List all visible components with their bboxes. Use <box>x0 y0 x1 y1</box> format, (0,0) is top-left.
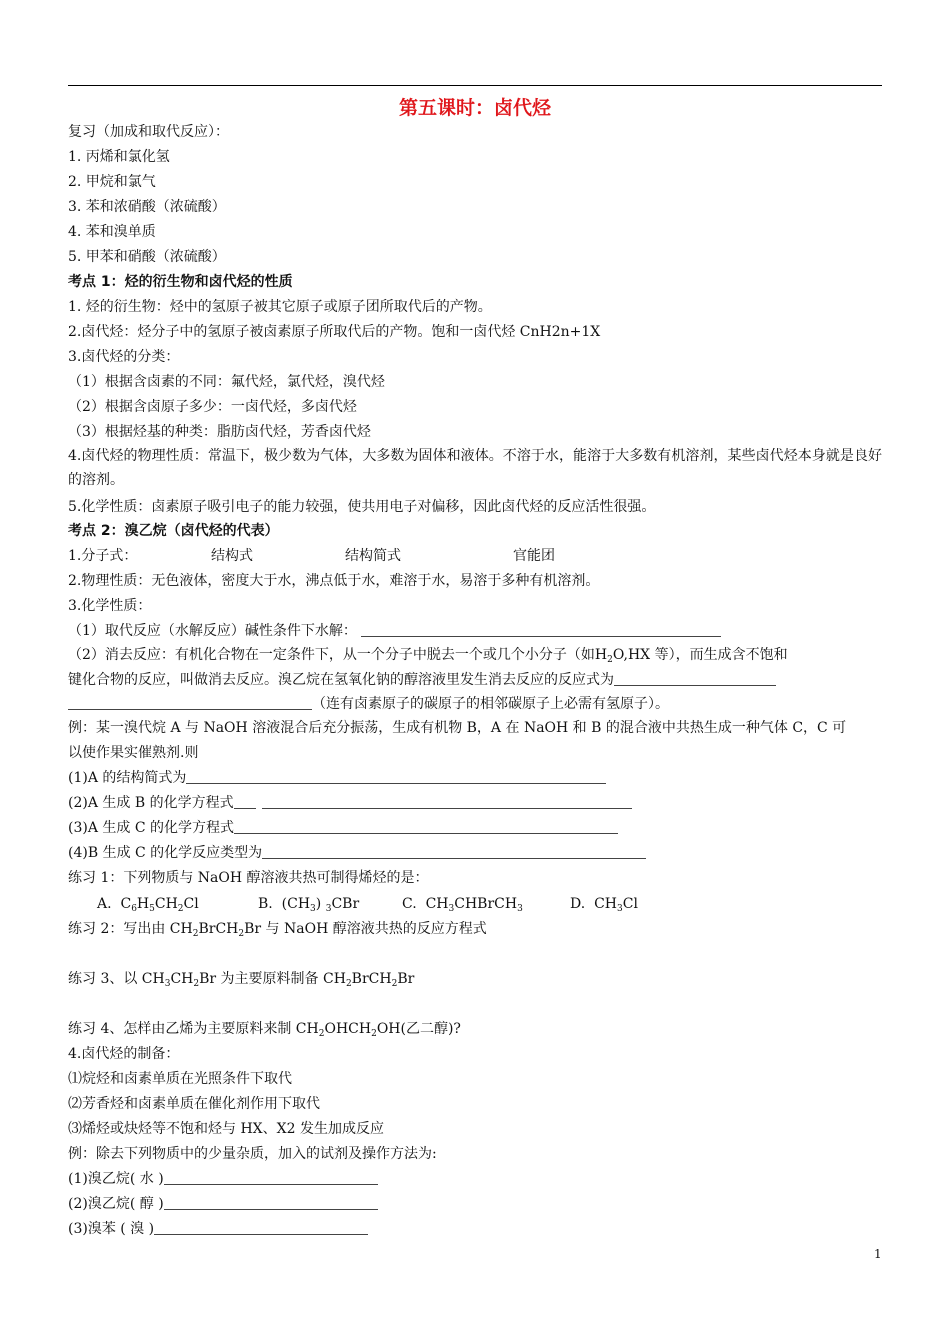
bromoethane-physical: 2.物理性质：无色液体，密度大于水，沸点低于水，难溶于水，易溶于多种有机溶剂。 <box>68 573 600 589</box>
review-item: 1. 丙烯和氯化氢 <box>68 149 170 165</box>
practice3: 练习 3、以 $CH_3CH_2Br$ 为主要原料制备 $CH_2BrCH_2Br$ <box>68 971 415 989</box>
review-item: 2. 甲烷和氯气 <box>68 174 156 190</box>
section1-line: （2）根据含卤原子多少：一卤代烃，多卤代烃 <box>68 399 357 415</box>
answer-blank[interactable] <box>234 819 618 834</box>
structural-formula-label: 结构式 <box>211 548 253 564</box>
practice2: 练习 2：写出由 $CH_2BrCH_2Br$ 与 NaOH 醇溶液共热的反应方程式 <box>68 921 487 939</box>
review-item: 5. 甲苯和硝酸（浓硫酸） <box>68 249 226 265</box>
option-b[interactable]: B. $(CH_3)$ $_3$CBr <box>258 896 360 914</box>
example2-item: (1)溴乙烷( 水 ) <box>68 1169 378 1189</box>
option-c[interactable]: C. $CH_3CHBrCH_3$ <box>402 896 523 914</box>
preparation-item: ⑴烷烃和卤素单质在光照条件下取代 <box>68 1071 292 1087</box>
answer-blank[interactable] <box>186 769 606 784</box>
example1-q1: (1)A 的结构简式为 <box>68 768 606 788</box>
review-item: 4. 苯和溴单质 <box>68 224 156 240</box>
answer-blank[interactable] <box>361 622 721 637</box>
physical-properties: 4.卤代烃的物理性质：常温下，极少数为气体，大多数为固体和液体。不溶于水，能溶于大多数有机溶剂，某些卤代烃本身就是良好的溶剂。 <box>68 448 882 488</box>
example2-item: (2)溴乙烷( 醇 ) <box>68 1194 378 1214</box>
answer-blank[interactable] <box>262 794 632 809</box>
substitution-reaction: （1）取代反应（水解反应）碱性条件下水解： <box>68 621 721 641</box>
review-item: 3. 苯和浓硝酸（浓硫酸） <box>68 199 226 215</box>
header-rule <box>68 85 882 86</box>
example2-item: (3)溴苯 ( 溴 ) <box>68 1219 368 1239</box>
option-a[interactable]: A. $C_6H_5CH_2Cl$ <box>97 896 199 914</box>
answer-blank[interactable] <box>262 844 646 859</box>
preparation-item: ⑵芳香烃和卤素单质在催化剂作用下取代 <box>68 1096 320 1112</box>
answer-blank[interactable] <box>164 1195 378 1210</box>
section1-line: 1. 烃的衍生物：烃中的氢原子被其它原子或原子团所取代后的产物。 <box>68 299 492 315</box>
answer-blank[interactable] <box>614 671 776 686</box>
functional-group-label: 官能团 <box>513 548 555 564</box>
simplified-formula-label: 结构简式 <box>345 548 401 564</box>
section1-heading: 考点 1：烃的衍生物和卤代烃的性质 <box>68 274 293 290</box>
example1-q2: (2)A 生成 B 的化学方程式 <box>68 793 632 813</box>
practice4: 练习 4、怎样由乙烯为主要原料来制 $CH_2OHCH_2OH$(乙二醇)? <box>68 1021 461 1039</box>
elimination-note: （连有卤素原子的碳原子的相邻碳原子上必需有氢原子）。 <box>68 694 669 714</box>
answer-blank[interactable] <box>234 794 256 809</box>
page-number: 1 <box>874 1247 882 1261</box>
elimination-reaction-line2: 键化合物的反应，叫做消去反应。溴乙烷在氢氧化钠的醇溶液里发生消去反应的反应式为 <box>68 670 776 690</box>
answer-blank[interactable] <box>154 1220 368 1235</box>
section1-line: 2.卤代烃：烃分子中的氢原子被卤素原子所取代后的产物。饱和一卤代烃 CnH2n+1X <box>68 324 601 340</box>
option-d[interactable]: D. $CH_3Cl$ <box>570 896 638 914</box>
preparation-heading: 4.卤代烃的制备： <box>68 1046 180 1062</box>
preparation-item: ⑶烯烃或炔烃等不饱和烃与 HX、X2 发生加成反应 <box>68 1121 384 1137</box>
section1-line: 3.卤代烃的分类： <box>68 349 180 365</box>
answer-blank[interactable] <box>164 1170 378 1185</box>
example1-text: 例：某一溴代烷 A 与 NaOH 溶液混合后充分振荡，生成有机物 B，A 在 NaOH 和 B 的混合液中共热生成一种气体 C，C 可 <box>68 720 847 736</box>
section1-line: （3）根据烃基的种类：脂肪卤代烃，芳香卤代烃 <box>68 424 371 440</box>
bromoethane-chemical-heading: 3.化学性质： <box>68 598 152 614</box>
example1-text: 以使作果实催熟剂.则 <box>68 745 199 761</box>
answer-blank[interactable] <box>68 695 312 710</box>
section2-heading: 考点 2：溴乙烷（卤代烃的代表） <box>68 523 279 539</box>
review-heading: 复习（加成和取代反应）： <box>68 124 229 140</box>
example1-q4: (4)B 生成 C 的化学反应类型为 <box>68 843 646 863</box>
example1-q3: (3)A 生成 C 的化学方程式 <box>68 818 618 838</box>
example2-question: 例：除去下列物质中的少量杂质，加入的试剂及操作方法为: <box>68 1146 437 1162</box>
chemical-properties: 5.化学性质：卤素原子吸引电子的能力较强，使共用电子对偏移，因此卤代烃的反应活性很强。 <box>68 499 656 515</box>
elimination-reaction: （2）消去反应：有机化合物在一定条件下，从一个分子中脱去一个或几个小分子（如$H_2O,HX$ 等），而生成含不饱和 <box>68 647 788 665</box>
section1-line: （1）根据含卤素的不同：氟代烃，氯代烃，溴代烃 <box>68 374 385 390</box>
page-title: 第五课时：卤代烃 <box>398 97 551 119</box>
practice1-question: 练习 1：下列物质与 NaOH 醇溶液共热可制得烯烃的是： <box>68 870 429 886</box>
molecular-formula-label: 1.分子式： <box>68 548 138 564</box>
